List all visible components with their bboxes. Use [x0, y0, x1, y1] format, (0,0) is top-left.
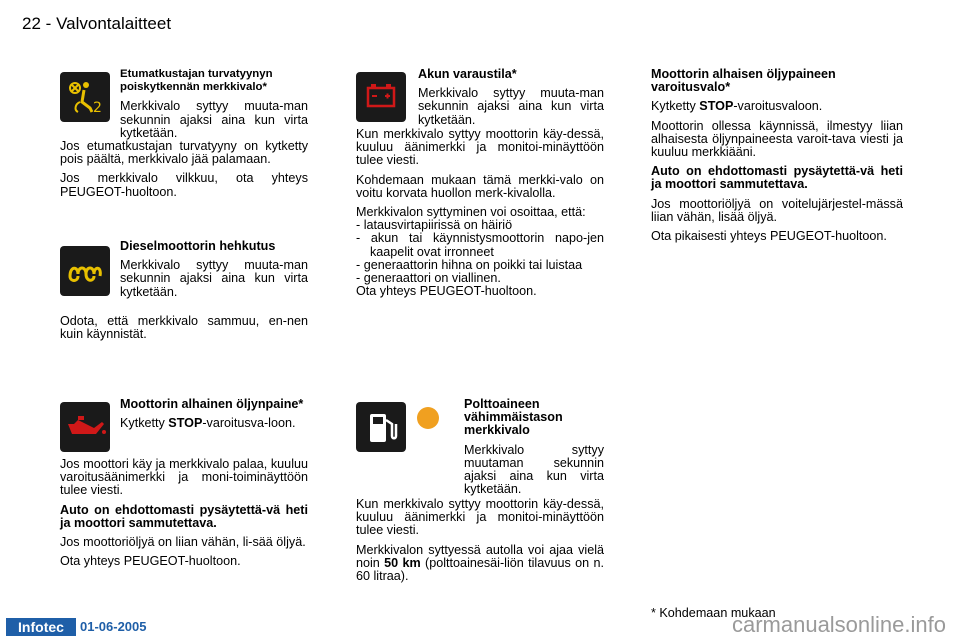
text: (polttoainesäi-liön tilavuus on n. 60 litraa). — [356, 555, 604, 584]
list-item: - generaattorin hihna on poikki tai luistaa — [356, 257, 583, 272]
infotec-logo: Infotec — [6, 618, 76, 636]
section-glow — [120, 240, 308, 299]
list-item: - generaattori on viallinen. — [356, 271, 501, 286]
section-intro: Merkkivalo syttyy muuta-man sekunnin ajaksi aina kun virta kytketään. — [120, 258, 308, 299]
section-title: Moottorin alhainen öljynpaine* — [120, 397, 304, 411]
warning-paragraph: Auto on ehdottomasti pysäytettä-vä heti ja moottori sammutettava. — [60, 502, 308, 530]
section-title: Etumatkustajan turvatyynyn poiskytkennän merkkivalo* — [120, 68, 273, 94]
footer-date: 01-06-2005 — [80, 619, 147, 634]
fuel-warning-lamp — [417, 407, 439, 429]
section-airbag-body — [60, 140, 308, 199]
paragraph: Jos moottoriöljyä on liian vähän, li-sää öljyä. — [60, 535, 306, 550]
section-title: Dieselmoottorin hehkutus — [120, 239, 276, 253]
section-title: Moottorin alhaisen öljypaineen varoitusvalo* — [651, 67, 836, 95]
section-title: Akun varaustila* — [418, 67, 517, 81]
section-title: Polttoaineen vähimmäistason merkkivalo — [464, 397, 563, 438]
section-glow-body — [60, 315, 308, 341]
battery-icon — [356, 72, 406, 122]
list-item: - akun tai käynnistysmoottorin napo-jen kaapelit ovat irronneet — [356, 231, 604, 259]
paragraph — [356, 544, 604, 584]
section-oil-body — [60, 458, 308, 568]
paragraph — [651, 100, 903, 113]
fuel-pump-icon — [356, 402, 406, 452]
header-separator: - — [45, 14, 52, 33]
text: Merkkivalon syttyessä autolla voi ajaa vielä noin — [356, 542, 604, 570]
paragraph: Kun merkkivalo syttyy moottorin käy-dessä, kuuluu äänimerkki ja monitoi-minäyttöön tulee viesti. — [356, 497, 604, 538]
paragraph: Ota yhteys PEUGEOT-huoltoon. — [356, 284, 537, 299]
stop-label: STOP — [168, 416, 203, 431]
paragraph: Ota yhteys PEUGEOT-huoltoon. — [60, 554, 241, 569]
section-battery — [418, 68, 604, 127]
section-oil — [120, 398, 308, 430]
section-intro — [120, 417, 308, 430]
text: -varoitusvaloon. — [733, 99, 823, 114]
text: -varoitusva-loon. — [202, 416, 296, 431]
paragraph: Jos moottori käy ja merkkivalo palaa, kuuluu varoitusäänimerkki ja moni-toiminäyttöön tulee viesti. — [60, 457, 308, 498]
paragraph: Odota, että merkkivalo sammuu, en-nen kuin käynnistät. — [60, 314, 308, 342]
page-header — [22, 14, 171, 34]
list-item: - latausvirtapiirissä on häiriö — [356, 218, 513, 233]
warning-paragraph: Auto on ehdottomasti pysäytettä-vä heti ja moottori sammutettava. — [651, 164, 903, 192]
glow-plug-icon — [60, 246, 110, 296]
text: Kytketty — [651, 99, 700, 114]
paragraph: Jos merkkivalo vilkkuu, ota yhteys PEUGEOT-huoltoon. — [60, 171, 308, 199]
airbag-off-icon — [60, 72, 110, 122]
section-battery-body — [356, 128, 604, 298]
section-airbag — [120, 68, 308, 140]
section-fuel — [464, 398, 604, 496]
cause-list — [356, 219, 604, 285]
text: Kytketty — [120, 416, 169, 431]
paragraph: Ota pikaisesti yhteys PEUGEOT-huoltoon. — [651, 229, 887, 244]
section-fuel-body — [356, 498, 604, 583]
section-intro: Merkkivalo syttyy muuta-man sekunnin ajaksi aina kun virta kytketään. — [120, 99, 308, 140]
watermark: carmanualsonline.info — [731, 612, 946, 637]
paragraph: Jos moottoriöljyä on voitelujärjestel-mässä liian vähän, lisää öljyä. — [651, 196, 903, 224]
distance-value: 50 km — [384, 555, 421, 570]
paragraph: Moottorin ollessa käynnissä, ilmestyy liian alhaisesta öljynpaineesta varoit-tava viesti ja kuuluu merkkiääni. — [651, 118, 903, 160]
section-intro: Merkkivalo syttyy muuta-man sekunnin ajaksi aina kun virta kytketään. — [418, 86, 604, 127]
stop-label: STOP — [699, 99, 734, 114]
page-number: 22 — [22, 14, 41, 33]
paragraph: Jos etumatkustajan turvatyyny on kytketty pois päältä, merkkivalo jää palamaan. — [60, 139, 308, 167]
oil-pressure-icon — [60, 402, 110, 452]
section-oil-warning — [651, 68, 903, 243]
paragraph: Merkkivalon syttyminen voi osoittaa, että: — [356, 205, 586, 220]
paragraph: Kun merkkivalo syttyy moottorin käy-dessä, kuuluu äänimerkki ja monitoi-minäyttöön tulee viesti. — [356, 127, 604, 168]
section-intro: Merkkivalo syttyy muutaman sekunnin ajaksi aina kun virta kytketään. — [464, 442, 604, 497]
page-title: Valvontalaitteet — [56, 14, 172, 33]
svg-text:2: 2 — [93, 100, 102, 116]
footnote: * Kohdemaan mukaan — [651, 606, 776, 620]
paragraph: Kohdemaan mukaan tämä merkki-valo on voitu korvata huollon merk-kivalolla. — [356, 172, 604, 200]
